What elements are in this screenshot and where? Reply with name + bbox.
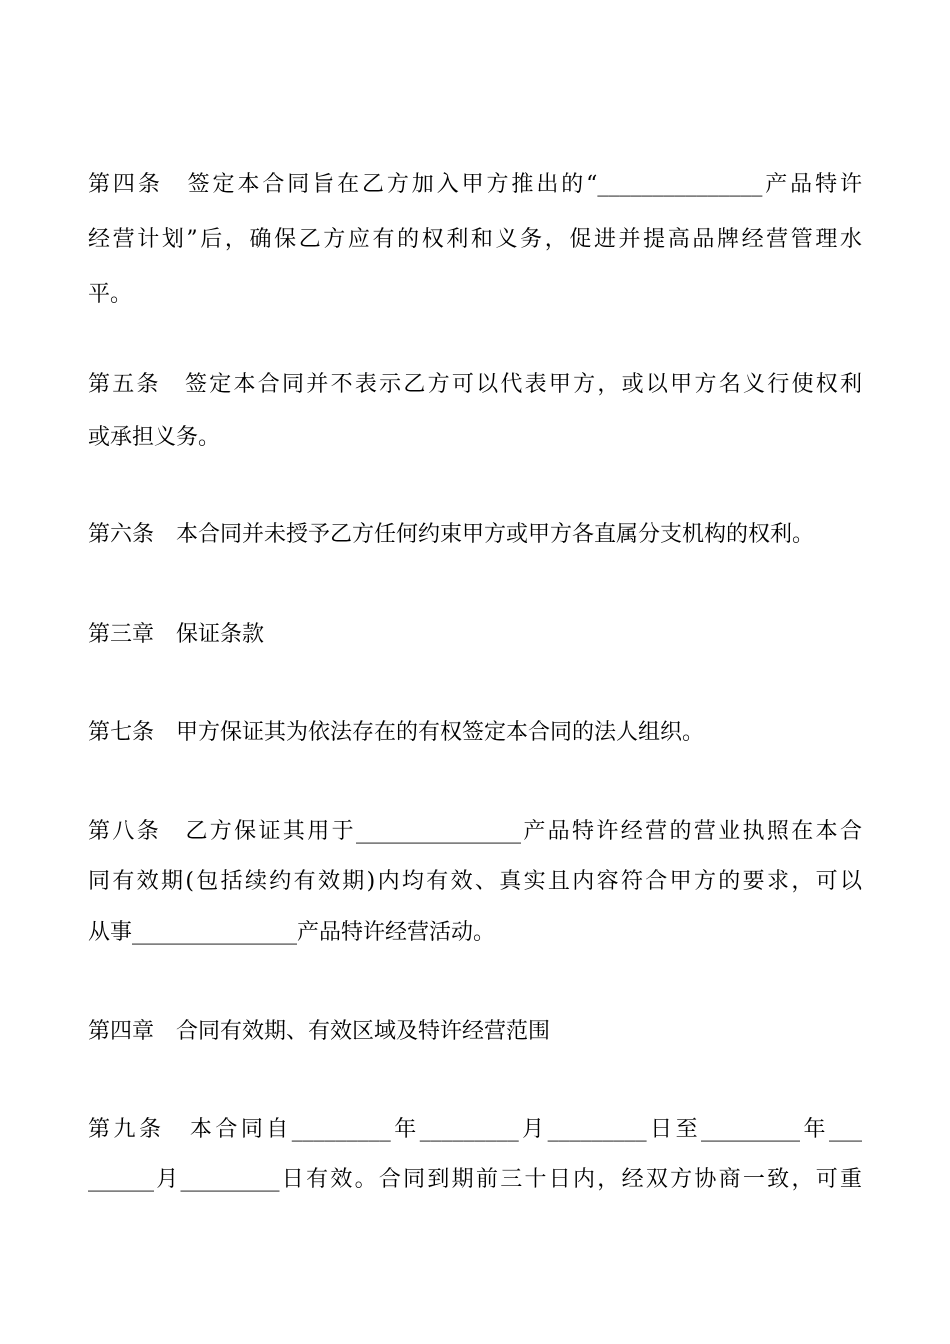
article-9-line-1: 第九条 本合同自_________年_________月_________日至_________年___ [88,1117,862,1142]
article-5-line-2: 或承担义务。 [88,425,221,450]
article-7-line-1: 第七条 甲方保证其为依法存在的有权签定本合同的法人组织。 [88,720,705,745]
article-8-line-1: 第八条 乙方保证其用于_______________产品特许经营的营业执照在本合 [88,819,862,844]
article-5-line-1: 第五条 签定本合同并不表示乙方可以代表甲方，或以甲方名义行使权利 [88,372,862,397]
chapter-3-heading: 第三章 保证条款 [88,622,265,647]
article-4-line-1: 第四条 签定本合同旨在乙方加入甲方推出的“_______________产品特许 [88,172,862,197]
article-8-line-3: 从事_______________产品特许经营活动。 [88,920,496,945]
article-9-line-2: ______月_________日有效。合同到期前三十日内，经双方协商一致，可重 [88,1167,862,1192]
article-4-line-3: 平。 [88,282,133,307]
chapter-4-heading: 第四章 合同有效期、有效区域及特许经营范围 [88,1019,551,1044]
article-4-line-2: 经营计划”后，确保乙方应有的权利和义务，促进并提高品牌经营管理水 [88,227,862,252]
article-8-line-2: 同有效期(包括续约有效期)内均有效、真实且内容符合甲方的要求，可以 [88,869,862,894]
article-6-line-1: 第六条 本合同并未授予乙方任何约束甲方或甲方各直属分支机构的权利。 [88,522,815,547]
